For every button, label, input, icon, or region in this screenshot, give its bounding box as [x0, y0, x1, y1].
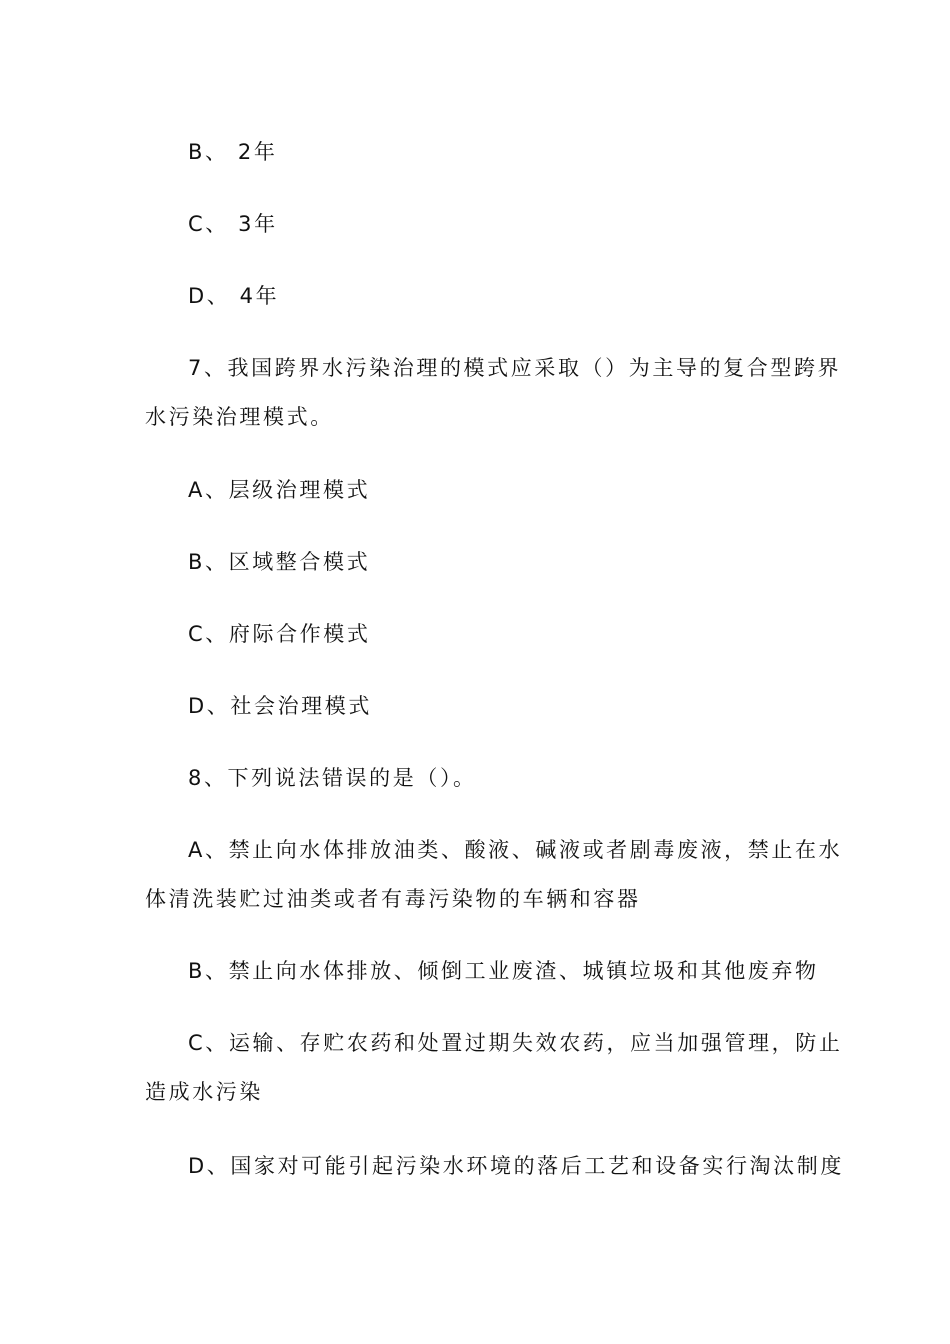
q8-stem: 8、下列说法错误的是（）。 — [188, 766, 477, 790]
q8-option-c-line-1: C、运输、存贮农药和处置过期失效农药，应当加强管理，防止 — [188, 1031, 843, 1055]
q8-option-a-line-2: 体清洗装贮过油类或者有毒污染物的车辆和容器 — [145, 887, 641, 911]
q7-stem-line-1: 7、我国跨界水污染治理的模式应采取（）为主导的复合型跨界 — [188, 356, 842, 380]
q8-option-c-line-2: 造成水污染 — [145, 1080, 263, 1104]
q7-option-b: B、区域整合模式 — [188, 550, 371, 574]
q7-stem-line-2: 水污染治理模式。 — [145, 405, 334, 429]
q6-option-c: C、 3年 — [188, 212, 278, 236]
q8-option-b: B、禁止向水体排放、倾倒工业废渣、城镇垃圾和其他废弃物 — [188, 959, 819, 983]
q7-option-a: A、层级治理模式 — [188, 478, 371, 502]
q6-option-d: D、 4年 — [188, 284, 280, 308]
q6-option-b: B、 2年 — [188, 140, 278, 164]
q8-option-d: D、国家对可能引起污染水环境的落后工艺和设备实行淘汰制度 — [188, 1154, 844, 1178]
q8-option-a-line-1: A、禁止向水体排放油类、酸液、碱液或者剧毒废液，禁止在水 — [188, 838, 843, 862]
q7-option-c: C、府际合作模式 — [188, 622, 371, 646]
q7-option-d: D、社会治理模式 — [188, 694, 372, 718]
